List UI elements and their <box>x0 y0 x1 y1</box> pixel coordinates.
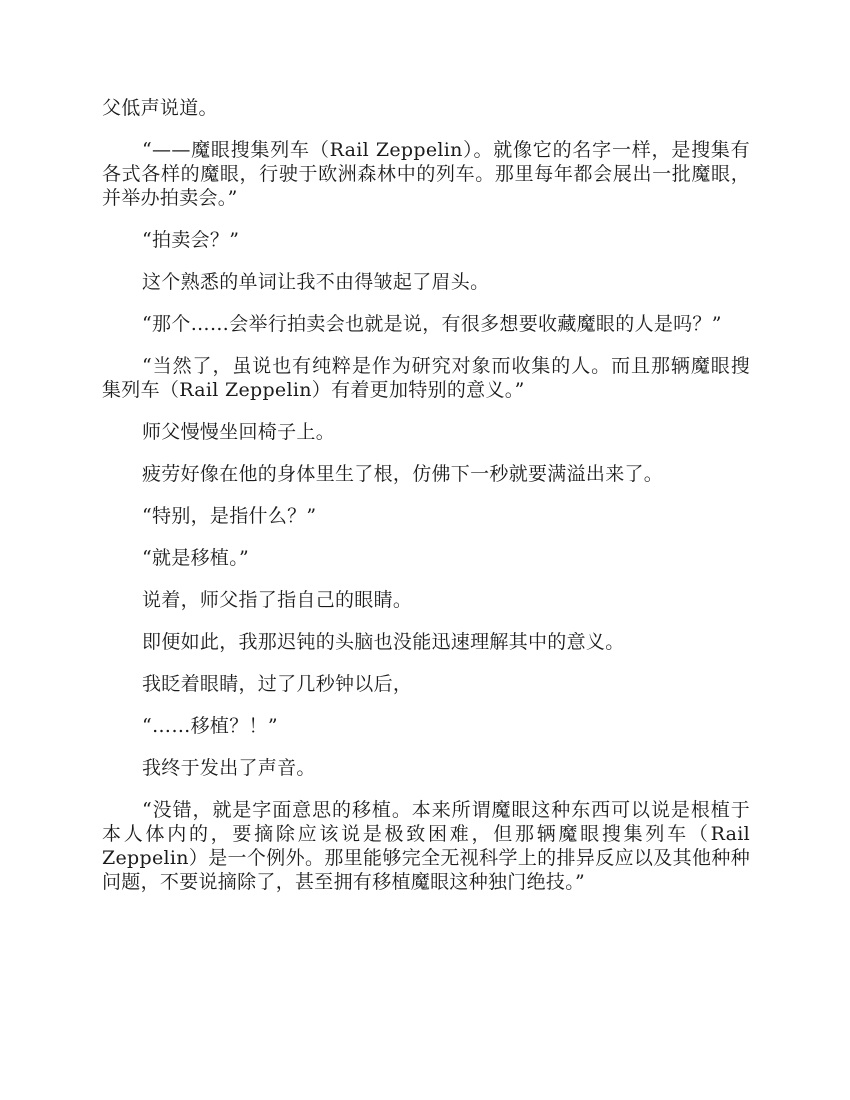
paragraph-10: “就是移植。” <box>142 547 250 569</box>
paragraph-13: 我眨着眼睛，过了几秒钟以后， <box>142 673 413 695</box>
paragraph-12: 即便如此，我那迟钝的头脑也没能迅速理解其中的意义。 <box>142 631 625 653</box>
paragraph-16: “没错，就是字面意思的移植。本来所谓魔眼这种东西可以说是根植于本人体内的，要摘除应该说是极致困难，但那辆魔眼搜集列车（Rail Zeppelin）是一个例外。那里能够完全无视科学上的排异反应以及其他种种问题，不要说摘除了，甚至拥有移植魔眼这种独门绝技。” <box>102 799 750 893</box>
paragraph-9: “特别，是指什么？” <box>142 505 317 527</box>
paragraph-5: “那个……会举行拍卖会也就是说，有很多想要收藏魔眼的人是吗？” <box>142 313 722 335</box>
paragraph-11: 说着，师父指了指自己的眼睛。 <box>142 589 413 611</box>
paragraph-3: “拍卖会？” <box>142 229 240 251</box>
paragraph-4: 这个熟悉的单词让我不由得皱起了眉头。 <box>142 271 490 293</box>
paragraph-6: “当然了，虽说也有纯粹是作为研究对象而收集的人。而且那辆魔眼搜集列车（Rail Zeppelin）有着更加特别的意义。” <box>102 355 750 401</box>
paragraph-8: 疲劳好像在他的身体里生了根，仿佛下一秒就要满溢出来了。 <box>142 463 664 485</box>
paragraph-15: 我终于发出了声音。 <box>142 757 316 779</box>
document-body <box>102 96 750 912</box>
paragraph-1: 父低声说道。 <box>102 97 218 119</box>
paragraph-7: 师父慢慢坐回椅子上。 <box>142 421 336 443</box>
paragraph-2: “——魔眼搜集列车（Rail Zeppelin）。就像它的名字一样，是搜集有各式各样的魔眼，行驶于欧洲森林中的列车。那里每年都会展出一批魔眼，并举办拍卖会。” <box>102 139 750 209</box>
paragraph-14: “……移植？！” <box>142 715 278 737</box>
